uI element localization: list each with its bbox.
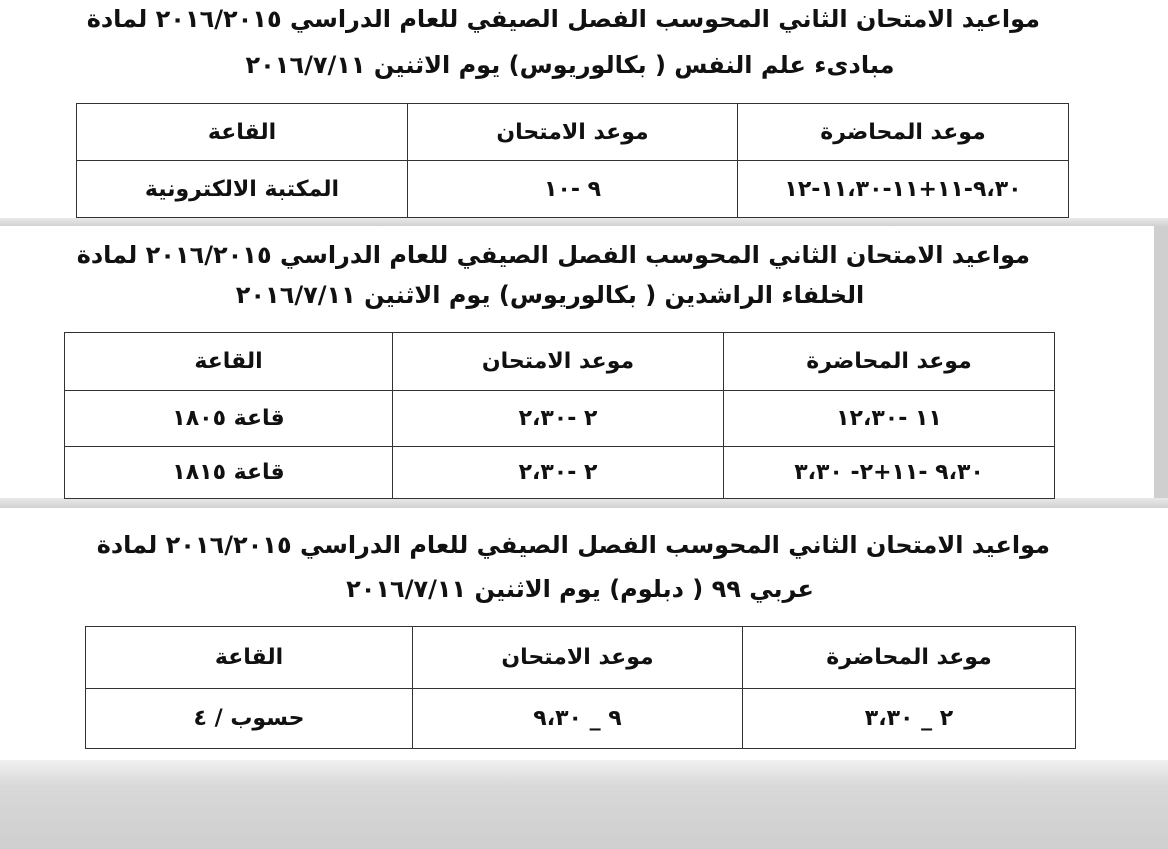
scan-bottom-margin: [0, 760, 1168, 849]
cell-hall: قاعة ١٨٠٥: [65, 391, 393, 447]
schedule-table: [76, 103, 1069, 218]
header-lecture-time: موعد المحاضرة: [724, 333, 1055, 391]
cell-lecture-time: ٩،٣٠ -١١+٢- ٣،٣٠: [724, 447, 1055, 499]
table-row: [77, 161, 1069, 218]
header-exam-time: موعد الامتحان: [413, 627, 743, 689]
cell-lecture-time: ٢ _ ٣،٣٠: [743, 689, 1076, 749]
cell-exam-time: ٩ _ ٩،٣٠: [413, 689, 743, 749]
section-title-line1: مواعيد الامتحان الثاني المحوسب الفصل الصيفي للعام الدراسي ٢٠١٦/٢٠١٥ لمادة: [76, 241, 1030, 269]
scan-edge-right: [1154, 226, 1168, 498]
header-lecture-time: موعد المحاضرة: [743, 627, 1076, 689]
cell-hall: المكتبة الالكترونية: [77, 161, 408, 218]
schedule-section-2: [0, 226, 1154, 498]
scan-gap-1: [0, 218, 1168, 226]
section-title-line2: مبادىء علم النفس ( بكالوريوس) يوم الاثنين ٢٠١٦/٧/١١: [245, 51, 895, 79]
section-title-line1: مواعيد الامتحان الثاني المحوسب الفصل الصيفي للعام الدراسي ٢٠١٦/٢٠١٥ لمادة: [96, 531, 1050, 559]
schedule-section-3: [0, 508, 1168, 760]
cell-exam-time: ٩ -١٠: [408, 161, 738, 218]
schedule-table: [64, 332, 1055, 499]
header-hall: القاعة: [86, 627, 413, 689]
section-title-line1: مواعيد الامتحان الثاني المحوسب الفصل الصيفي للعام الدراسي ٢٠١٦/٢٠١٥ لمادة: [86, 5, 1040, 33]
scan-gap-2: [0, 498, 1168, 508]
section-title-line2: الخلفاء الراشدين ( بكالوريوس) يوم الاثنين ٢٠١٦/٧/١١: [235, 281, 865, 309]
header-hall: القاعة: [65, 333, 393, 391]
cell-hall: حسوب / ٤: [86, 689, 413, 749]
header-lecture-time: موعد المحاضرة: [738, 104, 1069, 161]
cell-exam-time: ٢ -٢،٣٠: [393, 447, 724, 499]
header-exam-time: موعد الامتحان: [408, 104, 738, 161]
cell-lecture-time: ١١ -١٢،٣٠: [724, 391, 1055, 447]
schedule-table: [85, 626, 1076, 749]
cell-lecture-time: ٩،٣٠-١١+١١-١١،٣٠-١٢: [738, 161, 1069, 218]
header-hall: القاعة: [77, 104, 408, 161]
header-exam-time: موعد الامتحان: [393, 333, 724, 391]
cell-hall: قاعة ١٨١٥: [65, 447, 393, 499]
table-row: [65, 447, 1055, 499]
table-row: [86, 689, 1076, 749]
section-title-line2: عربي ٩٩ ( دبلوم) يوم الاثنين ٢٠١٦/٧/١١: [346, 575, 814, 603]
cell-exam-time: ٢ -٢،٣٠: [393, 391, 724, 447]
table-row: [65, 391, 1055, 447]
schedule-section-1: [0, 0, 1168, 218]
